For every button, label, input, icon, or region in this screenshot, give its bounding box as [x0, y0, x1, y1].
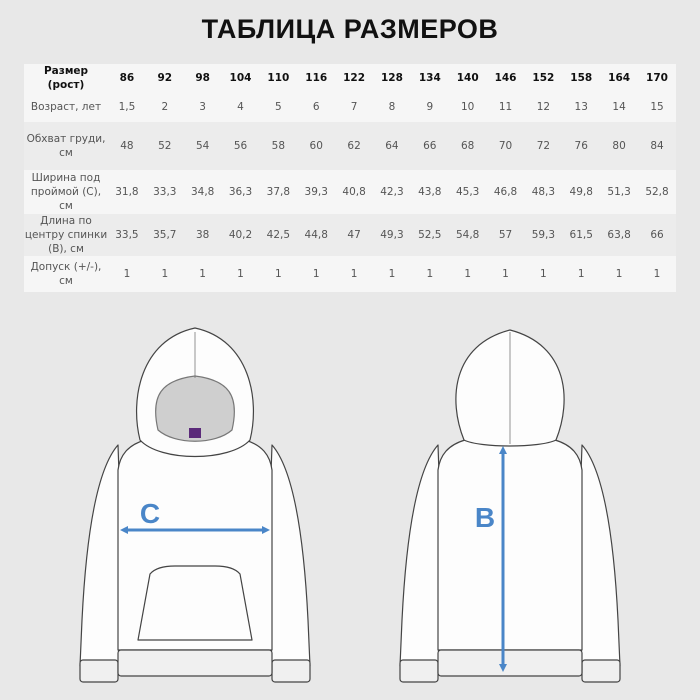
table-cell: 49,8	[562, 170, 600, 214]
table-cell: 44,8	[297, 214, 335, 256]
table-cell: 31,8	[108, 170, 146, 214]
table-cell: 48,3	[524, 170, 562, 214]
table-cell: 15	[638, 92, 676, 122]
size-header-cell: 92	[146, 64, 184, 92]
row-label: Обхват груди, см	[24, 122, 108, 170]
table-cell: 10	[449, 92, 487, 122]
table-cell: 1	[184, 256, 222, 292]
table-cell: 59,3	[524, 214, 562, 256]
table-cell: 66	[638, 214, 676, 256]
row-label: Возраст, лет	[24, 92, 108, 122]
table-cell: 1	[335, 256, 373, 292]
table-cell: 1,5	[108, 92, 146, 122]
table-cell: 54,8	[449, 214, 487, 256]
table-cell: 14	[600, 92, 638, 122]
table-cell: 46,8	[487, 170, 525, 214]
table-cell: 11	[487, 92, 525, 122]
page-title: ТАБЛИЦА РАЗМЕРОВ	[201, 14, 499, 44]
table-cell: 4	[222, 92, 260, 122]
table-cell: 13	[562, 92, 600, 122]
table-row	[24, 122, 676, 170]
table-cell: 33,5	[108, 214, 146, 256]
table-cell: 1	[411, 256, 449, 292]
table-cell: 1	[487, 256, 525, 292]
table-cell: 80	[600, 122, 638, 170]
size-header-row	[24, 64, 676, 92]
size-header-cell: 104	[222, 64, 260, 92]
table-cell: 1	[297, 256, 335, 292]
table-cell: 38	[184, 214, 222, 256]
table-cell: 8	[373, 92, 411, 122]
measurement-b-label: B	[474, 502, 496, 533]
table-cell: 1	[373, 256, 411, 292]
table-cell: 49,3	[373, 214, 411, 256]
table-cell: 72	[524, 122, 562, 170]
table-cell: 47	[335, 214, 373, 256]
table-cell: 51,3	[600, 170, 638, 214]
table-cell: 61,5	[562, 214, 600, 256]
row-label: Допуск (+/-), см	[24, 256, 108, 292]
row-label: Ширина под проймой (С), см	[24, 170, 108, 214]
table-cell: 45,3	[449, 170, 487, 214]
table-cell: 52,5	[411, 214, 449, 256]
size-header-cell: 170	[638, 64, 676, 92]
table-cell: 40,8	[335, 170, 373, 214]
table-cell: 34,8	[184, 170, 222, 214]
table-row	[24, 256, 676, 292]
table-cell: 35,7	[146, 214, 184, 256]
hoodie-front	[80, 328, 310, 682]
hoodie-back	[400, 330, 620, 682]
table-cell: 76	[562, 122, 600, 170]
table-cell: 42,3	[373, 170, 411, 214]
table-cell: 1	[146, 256, 184, 292]
table-cell: 1	[562, 256, 600, 292]
size-header-cell: 98	[184, 64, 222, 92]
table-cell: 1	[449, 256, 487, 292]
table-cell: 62	[335, 122, 373, 170]
table-cell: 36,3	[222, 170, 260, 214]
table-cell: 39,3	[297, 170, 335, 214]
size-header-cell: 164	[600, 64, 638, 92]
size-header-cell: 86	[108, 64, 146, 92]
size-header-label: Размер (рост)	[24, 64, 108, 92]
table-cell: 1	[259, 256, 297, 292]
table-cell: 66	[411, 122, 449, 170]
table-cell: 1	[108, 256, 146, 292]
table-cell: 9	[411, 92, 449, 122]
table-cell: 37,8	[259, 170, 297, 214]
size-header-cell: 146	[487, 64, 525, 92]
table-cell: 1	[222, 256, 260, 292]
table-cell: 42,5	[259, 214, 297, 256]
table-cell: 3	[184, 92, 222, 122]
table-cell: 57	[487, 214, 525, 256]
table-cell: 12	[524, 92, 562, 122]
table-row	[24, 214, 676, 256]
table-cell: 68	[449, 122, 487, 170]
table-cell: 54	[184, 122, 222, 170]
hoodie-illustration	[0, 310, 700, 700]
table-cell: 63,8	[600, 214, 638, 256]
table-cell: 56	[222, 122, 260, 170]
table-cell: 33,3	[146, 170, 184, 214]
table-cell: 1	[638, 256, 676, 292]
size-header-cell: 110	[259, 64, 297, 92]
table-cell: 70	[487, 122, 525, 170]
table-cell: 7	[335, 92, 373, 122]
size-table	[24, 64, 676, 292]
table-cell: 2	[146, 92, 184, 122]
table-row	[24, 170, 676, 214]
table-cell: 52	[146, 122, 184, 170]
table-cell: 40,2	[222, 214, 260, 256]
size-header-cell: 128	[373, 64, 411, 92]
size-header-cell: 116	[297, 64, 335, 92]
table-cell: 6	[297, 92, 335, 122]
table-cell: 58	[259, 122, 297, 170]
row-label: Длина по центру спинки (В), см	[24, 215, 108, 255]
table-cell: 64	[373, 122, 411, 170]
size-header-cell: 122	[335, 64, 373, 92]
table-cell: 60	[297, 122, 335, 170]
table-cell: 52,8	[638, 170, 676, 214]
size-header-cell: 158	[562, 64, 600, 92]
measurement-c-label: C	[139, 498, 161, 529]
size-header-cell: 152	[524, 64, 562, 92]
table-cell: 84	[638, 122, 676, 170]
size-header-cell: 134	[411, 64, 449, 92]
table-cell: 43,8	[411, 170, 449, 214]
table-row	[24, 92, 676, 122]
table-cell: 1	[524, 256, 562, 292]
table-cell: 5	[259, 92, 297, 122]
table-cell: 48	[108, 122, 146, 170]
table-cell: 1	[600, 256, 638, 292]
size-header-cell: 140	[449, 64, 487, 92]
